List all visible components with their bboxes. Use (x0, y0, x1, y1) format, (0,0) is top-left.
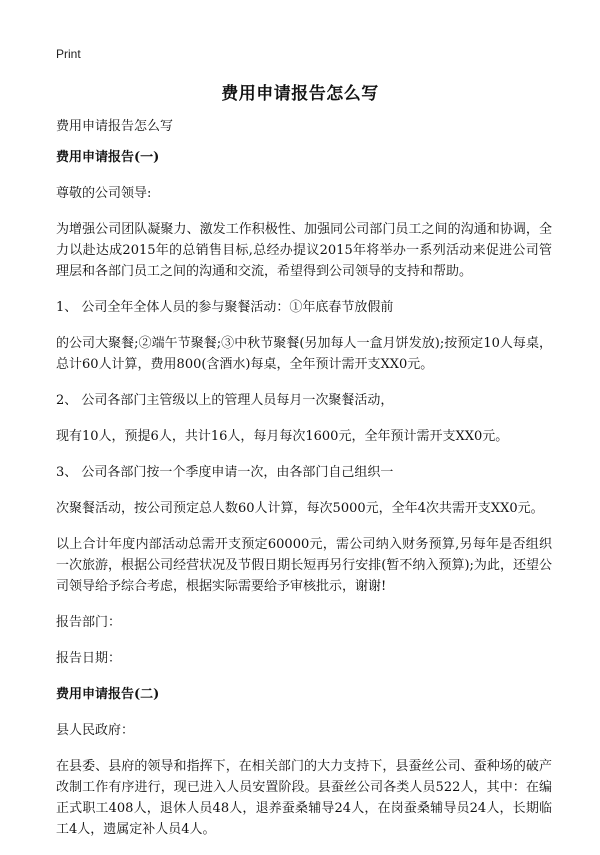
paragraph: 以上合计年度内部活动总需开支预定60000元，需公司纳入财务预算,另每年是否组织一次旅游，根据公司经营状况及节假日期长短再另行安排(暂不纳入预算);为此，还望公司领导给予综合考虑，根据实际需要给予审核批示，谢谢! (56, 537, 552, 594)
paragraph: 3、 公司各部门按一个季度申请一次，由各部门自己组织一 (56, 465, 394, 480)
paragraph: 2、 公司各部门主管级以上的管理人员每月一次聚餐活动， (56, 393, 394, 408)
page-title: 费用申请报告怎么写 (221, 84, 379, 104)
section-heading-1: 费用申请报告(一) (56, 150, 160, 165)
document-subtitle: 费用申请报告怎么写 (56, 119, 174, 134)
paragraph: 的公司大聚餐;②端午节聚餐;③中秋节聚餐(另加每人一盒月饼发放);按预定10人每桌，总计60人计算，费用800(含酒水)每桌，全年预计需开支XX0元。 (56, 336, 552, 372)
section-heading-2: 费用申请报告(二) (56, 687, 160, 702)
document-body (56, 116, 552, 855)
report-date: 报告日期： (56, 651, 122, 666)
paragraph: 在县委、县府的领导和指挥下，在相关部门的大力支持下，县蚕丝公司、蚕种场的破产改制工作有序进行，现已进入人员安置阶段。县蚕丝公司各类人员522人，其中：在编正式职工408人，退休人员48人，退养蚕桑辅导24人，在岗蚕桑辅导员24人，长期临工4人，遗属定补人员4人。 (56, 759, 552, 837)
paragraph: 尊敬的公司领导: (56, 186, 152, 201)
paragraph: 1、 公司全年全体人员的参与聚餐活动：①年底春节放假前 (56, 300, 394, 315)
paragraph: 次聚餐活动，按公司预定总人数60人计算，每次5000元，全年4次共需开支XX0元。 (56, 501, 544, 516)
print-link[interactable]: Print (56, 47, 81, 61)
paragraph: 现有10人，预提6人，共计16人，每月每次1600元，全年预计需开支XX0元。 (56, 429, 509, 444)
paragraph: 县人民政府： (56, 723, 135, 738)
paragraph: 为增强公司团队凝聚力、激发工作积极性、加强同公司部门员工之间的沟通和协调，全力以赴达成2015年的总销售目标,总经办提议2015年将举办一系列活动来促进公司管理层和各部门员工之间的沟通和交流，希望得到公司领导的支持和帮助。 (56, 222, 552, 279)
report-department: 报告部门： (56, 615, 122, 630)
